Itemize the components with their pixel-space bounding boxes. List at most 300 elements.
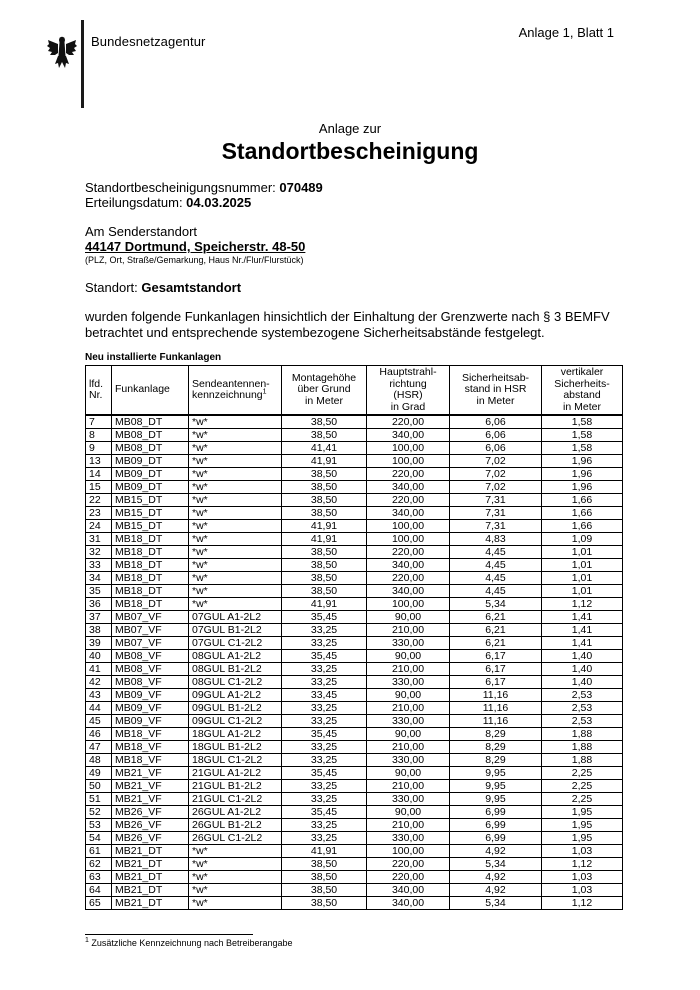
cell-sicherheitsabstand: 6,17 [450, 676, 542, 689]
table-row [86, 676, 623, 689]
cell-sicherheitsabstand: 11,16 [450, 689, 542, 702]
cell-nr: 43 [86, 689, 112, 702]
cell-nr: 39 [86, 637, 112, 650]
cell-sicherheitsabstand: 4,92 [450, 884, 542, 897]
table-row [86, 481, 623, 494]
cell-hsr: 210,00 [367, 663, 450, 676]
cell-sicherheitsabstand: 6,06 [450, 415, 542, 429]
table-row [86, 741, 623, 754]
cell-kennzeichnung: 18GUL A1-2L2 [189, 728, 282, 741]
cell-nr: 31 [86, 533, 112, 546]
table-row [86, 754, 623, 767]
cell-sicherheitsabstand: 6,06 [450, 429, 542, 442]
cell-vertikal: 1,03 [542, 884, 623, 897]
header-nr: lfd. Nr. [86, 366, 112, 416]
cell-hsr: 100,00 [367, 520, 450, 533]
cell-funkanlage: MB15_DT [112, 507, 189, 520]
cell-kennzeichnung: *w* [189, 415, 282, 429]
cell-nr: 45 [86, 715, 112, 728]
certificate-number: 070489 [279, 180, 323, 195]
cell-kennzeichnung: *w* [189, 494, 282, 507]
cell-hsr: 90,00 [367, 611, 450, 624]
cell-hsr: 100,00 [367, 455, 450, 468]
cell-sicherheitsabstand: 4,45 [450, 546, 542, 559]
table-row [86, 546, 623, 559]
cell-hsr: 330,00 [367, 754, 450, 767]
cell-funkanlage: MB08_VF [112, 676, 189, 689]
cell-montagehoehe: 38,50 [282, 507, 367, 520]
cell-nr: 22 [86, 494, 112, 507]
cell-hsr: 340,00 [367, 585, 450, 598]
cell-vertikal: 1,96 [542, 481, 623, 494]
cell-hsr: 220,00 [367, 468, 450, 481]
cell-sicherheitsabstand: 4,92 [450, 871, 542, 884]
table-row [86, 715, 623, 728]
cell-nr: 51 [86, 793, 112, 806]
cell-sicherheitsabstand: 7,31 [450, 494, 542, 507]
cell-montagehoehe: 33,25 [282, 754, 367, 767]
cell-vertikal: 1,96 [542, 468, 623, 481]
cell-vertikal: 1,03 [542, 845, 623, 858]
cell-nr: 63 [86, 871, 112, 884]
cell-kennzeichnung: 26GUL C1-2L2 [189, 832, 282, 845]
cell-vertikal: 2,25 [542, 793, 623, 806]
cell-vertikal: 1,01 [542, 572, 623, 585]
cell-sicherheitsabstand: 5,34 [450, 598, 542, 611]
cell-vertikal: 1,40 [542, 650, 623, 663]
cell-funkanlage: MB18_VF [112, 741, 189, 754]
cell-montagehoehe: 33,25 [282, 819, 367, 832]
cell-vertikal: 1,58 [542, 442, 623, 455]
cell-kennzeichnung: 21GUL C1-2L2 [189, 793, 282, 806]
standort-label: Standort: [85, 280, 142, 295]
cell-funkanlage: MB09_DT [112, 468, 189, 481]
cell-kennzeichnung: *w* [189, 572, 282, 585]
cell-hsr: 340,00 [367, 897, 450, 910]
cell-kennzeichnung: 08GUL A1-2L2 [189, 650, 282, 663]
table-row [86, 845, 623, 858]
cell-nr: 47 [86, 741, 112, 754]
cell-vertikal: 1,41 [542, 637, 623, 650]
cell-montagehoehe: 41,91 [282, 845, 367, 858]
cell-hsr: 340,00 [367, 507, 450, 520]
cell-funkanlage: MB09_DT [112, 455, 189, 468]
cell-hsr: 330,00 [367, 676, 450, 689]
cell-funkanlage: MB09_VF [112, 689, 189, 702]
cell-vertikal: 1,40 [542, 676, 623, 689]
cell-vertikal: 1,95 [542, 806, 623, 819]
cell-funkanlage: MB08_DT [112, 429, 189, 442]
cell-nr: 46 [86, 728, 112, 741]
cell-funkanlage: MB08_VF [112, 650, 189, 663]
cell-montagehoehe: 33,25 [282, 793, 367, 806]
cell-kennzeichnung: 09GUL C1-2L2 [189, 715, 282, 728]
table-row [86, 650, 623, 663]
cell-funkanlage: MB08_DT [112, 442, 189, 455]
footnote-text: Zusätzliche Kennzeichnung nach Betreiberangabe [88, 938, 293, 948]
cell-montagehoehe: 33,25 [282, 637, 367, 650]
document-subtitle: Anlage zur [318, 121, 382, 136]
cell-kennzeichnung: *w* [189, 520, 282, 533]
cell-funkanlage: MB18_DT [112, 572, 189, 585]
cell-funkanlage: MB26_VF [112, 832, 189, 845]
cell-kennzeichnung: *w* [189, 845, 282, 858]
cell-montagehoehe: 41,91 [282, 533, 367, 546]
cell-sicherheitsabstand: 5,34 [450, 897, 542, 910]
table-row [86, 533, 623, 546]
cell-kennzeichnung: *w* [189, 481, 282, 494]
site-address-hint: (PLZ, Ort, Straße/Gemarkung, Haus Nr./Flur/Flurstück) [85, 255, 304, 265]
cell-kennzeichnung: 21GUL A1-2L2 [189, 767, 282, 780]
cell-nr: 62 [86, 858, 112, 871]
table-row [86, 884, 623, 897]
cell-montagehoehe: 41,91 [282, 598, 367, 611]
cell-kennzeichnung: *w* [189, 533, 282, 546]
cell-sicherheitsabstand: 8,29 [450, 754, 542, 767]
cell-funkanlage: MB07_VF [112, 611, 189, 624]
cell-kennzeichnung: *w* [189, 468, 282, 481]
cell-nr: 53 [86, 819, 112, 832]
cell-funkanlage: MB26_VF [112, 806, 189, 819]
cell-vertikal: 1,66 [542, 520, 623, 533]
table-row [86, 637, 623, 650]
cell-hsr: 100,00 [367, 598, 450, 611]
cell-sicherheitsabstand: 5,34 [450, 858, 542, 871]
cell-funkanlage: MB21_DT [112, 858, 189, 871]
table-row [86, 819, 623, 832]
cell-hsr: 90,00 [367, 728, 450, 741]
cell-vertikal: 2,53 [542, 689, 623, 702]
cell-vertikal: 1,58 [542, 429, 623, 442]
cell-montagehoehe: 38,50 [282, 559, 367, 572]
cell-sicherheitsabstand: 9,95 [450, 767, 542, 780]
cell-nr: 44 [86, 702, 112, 715]
table-row [86, 442, 623, 455]
cell-montagehoehe: 33,25 [282, 715, 367, 728]
cell-sicherheitsabstand: 6,21 [450, 611, 542, 624]
cell-montagehoehe: 33,45 [282, 689, 367, 702]
cell-hsr: 100,00 [367, 533, 450, 546]
table-header-row [86, 366, 623, 416]
cell-vertikal: 2,25 [542, 767, 623, 780]
cell-vertikal: 1,40 [542, 663, 623, 676]
cell-nr: 65 [86, 897, 112, 910]
cell-funkanlage: MB08_DT [112, 415, 189, 429]
cell-kennzeichnung: 09GUL B1-2L2 [189, 702, 282, 715]
cell-nr: 13 [86, 455, 112, 468]
table-row [86, 429, 623, 442]
cell-hsr: 90,00 [367, 767, 450, 780]
header-kennzeichnung: Sendeantennen- kennzeichnung$^1$ [189, 366, 282, 416]
cell-sicherheitsabstand: 9,95 [450, 780, 542, 793]
federal-eagle-icon [47, 34, 77, 70]
cell-funkanlage: MB18_DT [112, 546, 189, 559]
cell-montagehoehe: 38,50 [282, 468, 367, 481]
cell-vertikal: 1,12 [542, 897, 623, 910]
cell-montagehoehe: 38,50 [282, 494, 367, 507]
cell-sicherheitsabstand: 7,02 [450, 468, 542, 481]
cell-vertikal: 1,01 [542, 546, 623, 559]
cell-vertikal: 1,66 [542, 494, 623, 507]
cell-kennzeichnung: *w* [189, 858, 282, 871]
cell-hsr: 330,00 [367, 793, 450, 806]
cell-sicherheitsabstand: 6,17 [450, 650, 542, 663]
cell-hsr: 340,00 [367, 429, 450, 442]
cell-vertikal: 1,88 [542, 728, 623, 741]
cell-vertikal: 1,09 [542, 533, 623, 546]
table-row [86, 780, 623, 793]
cell-vertikal: 2,25 [542, 780, 623, 793]
cell-montagehoehe: 33,25 [282, 741, 367, 754]
cell-nr: 50 [86, 780, 112, 793]
table-row [86, 624, 623, 637]
cell-montagehoehe: 38,50 [282, 858, 367, 871]
cell-sicherheitsabstand: 4,45 [450, 559, 542, 572]
logo-divider [81, 20, 84, 108]
cell-nr: 38 [86, 624, 112, 637]
cell-montagehoehe: 33,25 [282, 676, 367, 689]
cell-sicherheitsabstand: 6,99 [450, 819, 542, 832]
cell-hsr: 340,00 [367, 481, 450, 494]
cell-kennzeichnung: *w* [189, 507, 282, 520]
footnote [85, 938, 293, 948]
cell-kennzeichnung: *w* [189, 585, 282, 598]
cell-kennzeichnung: 08GUL B1-2L2 [189, 663, 282, 676]
cell-vertikal: 1,01 [542, 585, 623, 598]
cell-kennzeichnung: 26GUL A1-2L2 [189, 806, 282, 819]
cell-kennzeichnung: 18GUL B1-2L2 [189, 741, 282, 754]
cell-nr: 32 [86, 546, 112, 559]
header-hsr: Hauptstrahl- richtung (HSR) in Grad [367, 366, 450, 416]
cell-montagehoehe: 38,50 [282, 871, 367, 884]
cell-hsr: 220,00 [367, 494, 450, 507]
cell-sicherheitsabstand: 7,02 [450, 455, 542, 468]
cell-vertikal: 1,88 [542, 741, 623, 754]
cell-funkanlage: MB26_VF [112, 819, 189, 832]
cell-sicherheitsabstand: 4,83 [450, 533, 542, 546]
cell-hsr: 330,00 [367, 832, 450, 845]
table-row [86, 611, 623, 624]
cell-funkanlage: MB18_VF [112, 728, 189, 741]
table-row [86, 585, 623, 598]
cell-kennzeichnung: 07GUL B1-2L2 [189, 624, 282, 637]
cell-funkanlage: MB18_DT [112, 533, 189, 546]
cell-montagehoehe: 33,25 [282, 832, 367, 845]
document-title: Standortbescheinigung [221, 138, 479, 164]
cell-nr: 9 [86, 442, 112, 455]
cell-nr: 41 [86, 663, 112, 676]
cell-hsr: 210,00 [367, 702, 450, 715]
cell-sicherheitsabstand: 7,31 [450, 507, 542, 520]
footnote-ref: 1 [262, 388, 267, 396]
table-row [86, 520, 623, 533]
cell-nr: 36 [86, 598, 112, 611]
cell-montagehoehe: 41,91 [282, 455, 367, 468]
table-row [86, 767, 623, 780]
cell-kennzeichnung: 08GUL C1-2L2 [189, 676, 282, 689]
cell-nr: 48 [86, 754, 112, 767]
cell-montagehoehe: 35,45 [282, 728, 367, 741]
cell-vertikal: 1,41 [542, 611, 623, 624]
cell-vertikal: 1,66 [542, 507, 623, 520]
issue-date: 04.03.2025 [186, 195, 252, 210]
cell-kennzeichnung: *w* [189, 871, 282, 884]
cell-funkanlage: MB21_VF [112, 793, 189, 806]
cell-montagehoehe: 38,50 [282, 897, 367, 910]
cell-vertikal: 1,12 [542, 858, 623, 871]
cell-sicherheitsabstand: 4,45 [450, 585, 542, 598]
cell-vertikal: 2,53 [542, 702, 623, 715]
table-row [86, 507, 623, 520]
table-row [86, 455, 623, 468]
table-row [86, 897, 623, 910]
header-montagehoehe: Montagehöhe über Grund in Meter [282, 366, 367, 416]
cell-sicherheitsabstand: 4,92 [450, 845, 542, 858]
table-row [86, 793, 623, 806]
cell-sicherheitsabstand: 11,16 [450, 715, 542, 728]
cell-kennzeichnung: *w* [189, 455, 282, 468]
cell-funkanlage: MB08_VF [112, 663, 189, 676]
table-row [86, 663, 623, 676]
cell-kennzeichnung: *w* [189, 897, 282, 910]
cell-funkanlage: MB21_DT [112, 871, 189, 884]
cell-nr: 35 [86, 585, 112, 598]
footnote-divider [85, 934, 253, 935]
cell-sicherheitsabstand: 11,16 [450, 702, 542, 715]
cell-vertikal: 1,95 [542, 819, 623, 832]
table-row [86, 702, 623, 715]
cell-montagehoehe: 38,50 [282, 585, 367, 598]
cell-hsr: 90,00 [367, 806, 450, 819]
cell-hsr: 220,00 [367, 858, 450, 871]
table-title: Neu installierte Funkanlagen [85, 352, 222, 363]
cell-funkanlage: MB09_VF [112, 702, 189, 715]
table-row [86, 728, 623, 741]
cell-sicherheitsabstand: 6,21 [450, 637, 542, 650]
cell-funkanlage: MB15_DT [112, 494, 189, 507]
cell-funkanlage: MB18_VF [112, 754, 189, 767]
cell-kennzeichnung: 09GUL A1-2L2 [189, 689, 282, 702]
cell-nr: 42 [86, 676, 112, 689]
cell-nr: 14 [86, 468, 112, 481]
table-row [86, 468, 623, 481]
cell-hsr: 220,00 [367, 546, 450, 559]
cell-hsr: 90,00 [367, 650, 450, 663]
cell-kennzeichnung: *w* [189, 546, 282, 559]
cell-funkanlage: MB21_DT [112, 897, 189, 910]
cell-kennzeichnung: *w* [189, 442, 282, 455]
cell-kennzeichnung: 07GUL C1-2L2 [189, 637, 282, 650]
cell-nr: 7 [86, 415, 112, 429]
cell-kennzeichnung: 07GUL A1-2L2 [189, 611, 282, 624]
cell-hsr: 210,00 [367, 819, 450, 832]
certificate-number-label: Standortbescheinigungsnummer: [85, 180, 280, 195]
cell-kennzeichnung: 21GUL B1-2L2 [189, 780, 282, 793]
footnote-marker: 1 [85, 937, 89, 944]
standort-value: Gesamtstandort [141, 280, 242, 295]
table-row [86, 858, 623, 871]
cell-hsr: 100,00 [367, 845, 450, 858]
table-row [86, 598, 623, 611]
site-label: Am Senderstandort [85, 224, 198, 239]
cell-funkanlage: MB18_DT [112, 559, 189, 572]
issue-date-line [85, 195, 251, 210]
cell-sicherheitsabstand: 6,06 [450, 442, 542, 455]
cell-hsr: 90,00 [367, 689, 450, 702]
cell-montagehoehe: 38,50 [282, 481, 367, 494]
cell-nr: 52 [86, 806, 112, 819]
cell-funkanlage: MB18_DT [112, 598, 189, 611]
table-row [86, 415, 623, 429]
table-row [86, 689, 623, 702]
cell-sicherheitsabstand: 8,29 [450, 728, 542, 741]
cell-hsr: 330,00 [367, 715, 450, 728]
cell-vertikal: 1,95 [542, 832, 623, 845]
intro-paragraph: wurden folgende Funkanlagen hinsichtlich der Einhaltung der Grenzwerte nach § 3 BEMFV betrachtet und entsprechende systembezogene Sicherheitsabstände festgelegt. [85, 309, 610, 340]
site-address: 44147 Dortmund, Speicherstr. 48-50 [85, 239, 306, 254]
cell-sicherheitsabstand: 9,95 [450, 793, 542, 806]
radio-systems-table [85, 365, 623, 910]
cell-funkanlage: MB21_DT [112, 845, 189, 858]
header-funkanlage: Funkanlage [112, 366, 189, 416]
cell-montagehoehe: 38,50 [282, 572, 367, 585]
header-vertikal: vertikaler Sicherheits- abstand in Meter [542, 366, 623, 416]
cell-funkanlage: MB15_DT [112, 520, 189, 533]
table-row [86, 494, 623, 507]
cell-montagehoehe: 35,45 [282, 806, 367, 819]
cell-funkanlage: MB18_DT [112, 585, 189, 598]
cell-montagehoehe: 35,45 [282, 611, 367, 624]
cell-nr: 37 [86, 611, 112, 624]
cell-montagehoehe: 35,45 [282, 650, 367, 663]
cell-vertikal: 2,53 [542, 715, 623, 728]
cell-funkanlage: MB21_DT [112, 884, 189, 897]
cell-nr: 23 [86, 507, 112, 520]
cell-vertikal: 1,58 [542, 415, 623, 429]
cell-hsr: 210,00 [367, 624, 450, 637]
cell-vertikal: 1,88 [542, 754, 623, 767]
table-row [86, 832, 623, 845]
cell-funkanlage: MB21_VF [112, 780, 189, 793]
cell-kennzeichnung: *w* [189, 598, 282, 611]
cell-sicherheitsabstand: 6,21 [450, 624, 542, 637]
cell-montagehoehe: 38,50 [282, 415, 367, 429]
cell-hsr: 340,00 [367, 884, 450, 897]
cell-nr: 24 [86, 520, 112, 533]
cell-hsr: 220,00 [367, 415, 450, 429]
cell-nr: 61 [86, 845, 112, 858]
cell-montagehoehe: 33,25 [282, 780, 367, 793]
cell-nr: 15 [86, 481, 112, 494]
cell-sicherheitsabstand: 6,99 [450, 806, 542, 819]
cell-hsr: 220,00 [367, 871, 450, 884]
cell-nr: 33 [86, 559, 112, 572]
cell-vertikal: 1,12 [542, 598, 623, 611]
cell-montagehoehe: 41,41 [282, 442, 367, 455]
cell-montagehoehe: 41,91 [282, 520, 367, 533]
cell-funkanlage: MB07_VF [112, 637, 189, 650]
cell-kennzeichnung: *w* [189, 429, 282, 442]
cell-nr: 8 [86, 429, 112, 442]
cell-funkanlage: MB09_VF [112, 715, 189, 728]
cell-kennzeichnung: *w* [189, 559, 282, 572]
cell-montagehoehe: 33,25 [282, 624, 367, 637]
cell-montagehoehe: 38,50 [282, 546, 367, 559]
cell-vertikal: 1,96 [542, 455, 623, 468]
agency-name: Bundesnetzagentur [91, 34, 206, 49]
cell-funkanlage: MB09_DT [112, 481, 189, 494]
cell-sicherheitsabstand: 8,29 [450, 741, 542, 754]
